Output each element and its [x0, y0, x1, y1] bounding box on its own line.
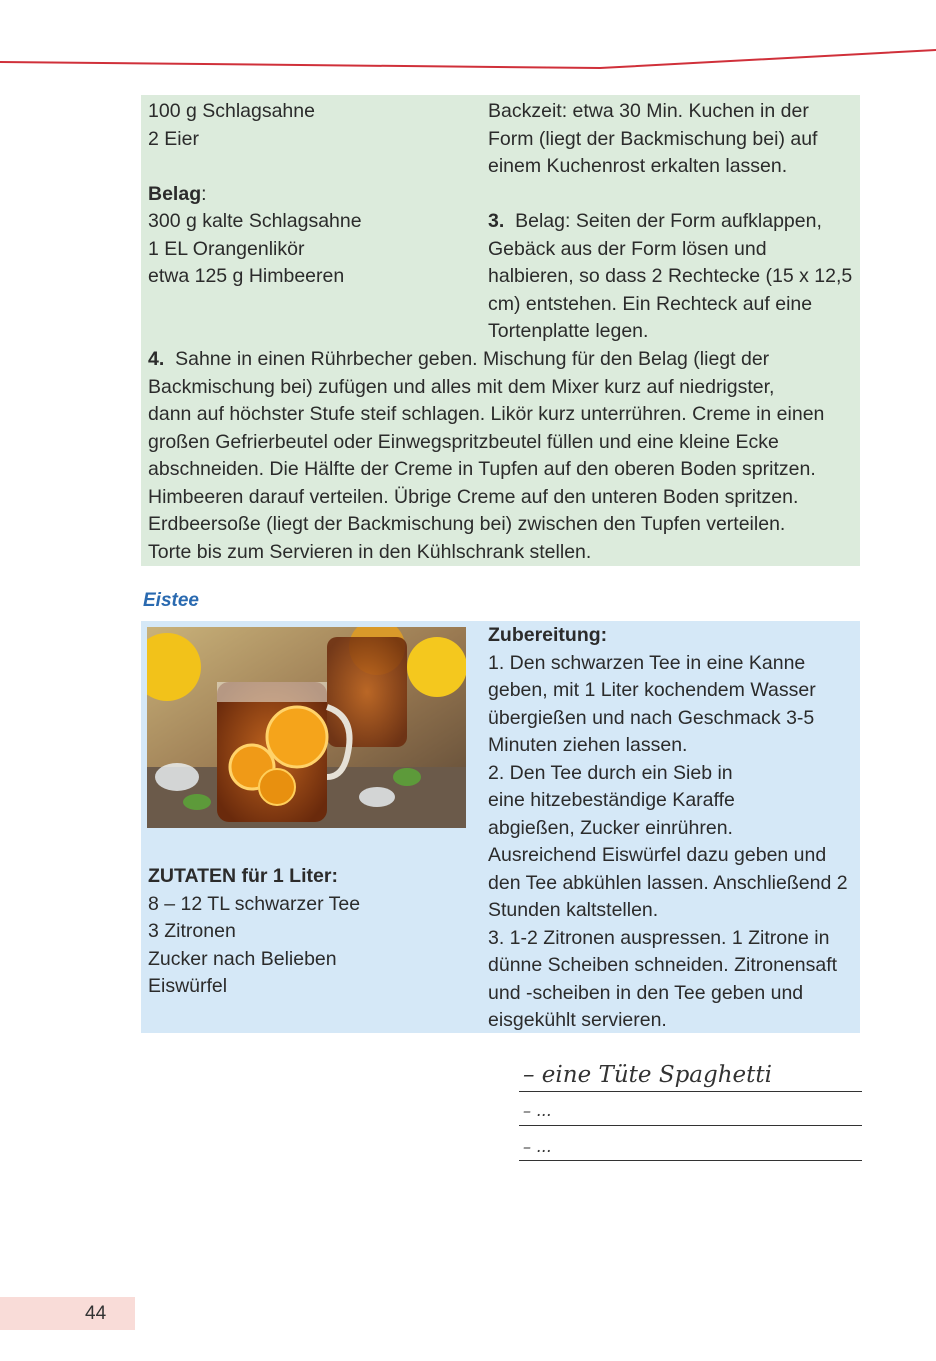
zubereitung-line: Minuten ziehen lassen. [488, 734, 688, 756]
zubereitung-line: 2. Den Tee durch ein Sieb in [488, 762, 733, 784]
zubereitung-line: Stunden kaltstellen. [488, 899, 659, 921]
step4-line: Torte bis zum Servieren in den Kühlschrank stellen. [148, 541, 592, 563]
step4-line: dann auf höchster Stufe steif schlagen. Likör kurz unterrühren. Creme in einen [148, 403, 825, 425]
step4-text: Sahne in einen Rührbecher geben. Mischung für den Belag (liegt der [175, 348, 770, 370]
note-rule [519, 1125, 862, 1126]
step4-line: großen Gefrierbeutel oder Einwegspritzbeutel füllen und eine kleine Ecke [148, 431, 779, 453]
step4-line: abschneiden. Die Hälfte der Creme in Tupfen auf den oberen Boden spritzen. [148, 458, 816, 480]
ingredient-line: 1 EL Orangenlikör [148, 238, 305, 260]
ingredient-line: 3 Zitronen [148, 920, 236, 942]
zubereitung-line: den Tee abkühlen lassen. Anschließend 2 [488, 872, 848, 894]
iced-tea-photo [147, 627, 466, 828]
belag-label: Belag [148, 183, 202, 205]
ingredient-line: etwa 125 g Himbeeren [148, 265, 345, 287]
zubereitung-line: eine hitzebeständige Karaffe [488, 789, 735, 811]
instruction-line: Backzeit: etwa 30 Min. Kuchen in der [488, 100, 809, 122]
recipe-title: Eistee [143, 590, 199, 611]
instruction-line: Tortenplatte legen. [488, 320, 649, 342]
instruction-line: halbieren, so dass 2 Rechtecke (15 x 12,5 [488, 265, 853, 287]
zubereitung-line: und -scheiben in den Tee geben und [488, 982, 804, 1004]
page-number: 44 [85, 1303, 107, 1324]
zubereitung-line: 1. Den schwarzen Tee in eine Kanne [488, 652, 806, 674]
ingredient-line: Eiswürfel [148, 975, 228, 997]
ingredient-line: 8 – 12 TL schwarzer Tee [148, 893, 361, 915]
step4-line: Himbeeren darauf verteilen. Übrige Creme auf den unteren Boden spritzen. [148, 486, 799, 508]
step3-line [488, 208, 822, 236]
handwritten-line: – ... [523, 1101, 552, 1120]
step3-text: Belag: Seiten der Form aufklappen, [515, 210, 822, 232]
ingredient-line: Zucker nach Belieben [148, 948, 337, 970]
zubereitung-line: übergießen und nach Geschmack 3-5 [488, 707, 815, 729]
belag-colon: : [201, 183, 207, 205]
ingredient-line: 300 g kalte Schlagsahne [148, 210, 362, 232]
zubereitung-line: 3. 1-2 Zitronen auspressen. 1 Zitrone in [488, 927, 830, 949]
zubereitung-line: eisgekühlt servieren. [488, 1009, 667, 1031]
step4-line: Erdbeersoße (liegt der Backmischung bei) zwischen den Tupfen verteilen. [148, 513, 786, 535]
zubereitung-line: dünne Scheiben schneiden. Zitronensaft [488, 954, 838, 976]
page-number-tab [0, 1297, 135, 1330]
step3-number: 3. [488, 210, 505, 232]
note-rule [519, 1160, 862, 1161]
handwritten-line: – ... [523, 1137, 552, 1156]
belag-heading [148, 181, 207, 209]
step4-line: Backmischung bei) zufügen und alles mit dem Mixer kurz auf niedrigster, [148, 376, 775, 398]
instruction-line: cm) entstehen. Ein Rechteck auf eine [488, 293, 813, 315]
zubereitung-line: Ausreichend Eiswürfel dazu geben und [488, 844, 827, 866]
zubereitung-line: geben, mit 1 Liter kochendem Wasser [488, 679, 816, 701]
handwritten-line: – eine Tüte Spaghetti [523, 1062, 773, 1088]
note-rule [519, 1091, 862, 1092]
header-rule [0, 40, 936, 80]
instruction-line: Gebäck aus der Form lösen und [488, 238, 767, 260]
step4-number: 4. [148, 348, 165, 370]
ingredient-line: 100 g Schlagsahne [148, 100, 315, 122]
ingredient-line: 2 Eier [148, 128, 199, 150]
instruction-line: Form (liegt der Backmischung bei) auf [488, 128, 818, 150]
instruction-line: einem Kuchenrost erkalten lassen. [488, 155, 788, 177]
zutaten-heading: ZUTATEN für 1 Liter: [148, 865, 338, 887]
zubereitung-heading: Zubereitung: [488, 624, 608, 646]
zubereitung-line: abgießen, Zucker einrühren. [488, 817, 733, 839]
step4-line [148, 346, 769, 374]
